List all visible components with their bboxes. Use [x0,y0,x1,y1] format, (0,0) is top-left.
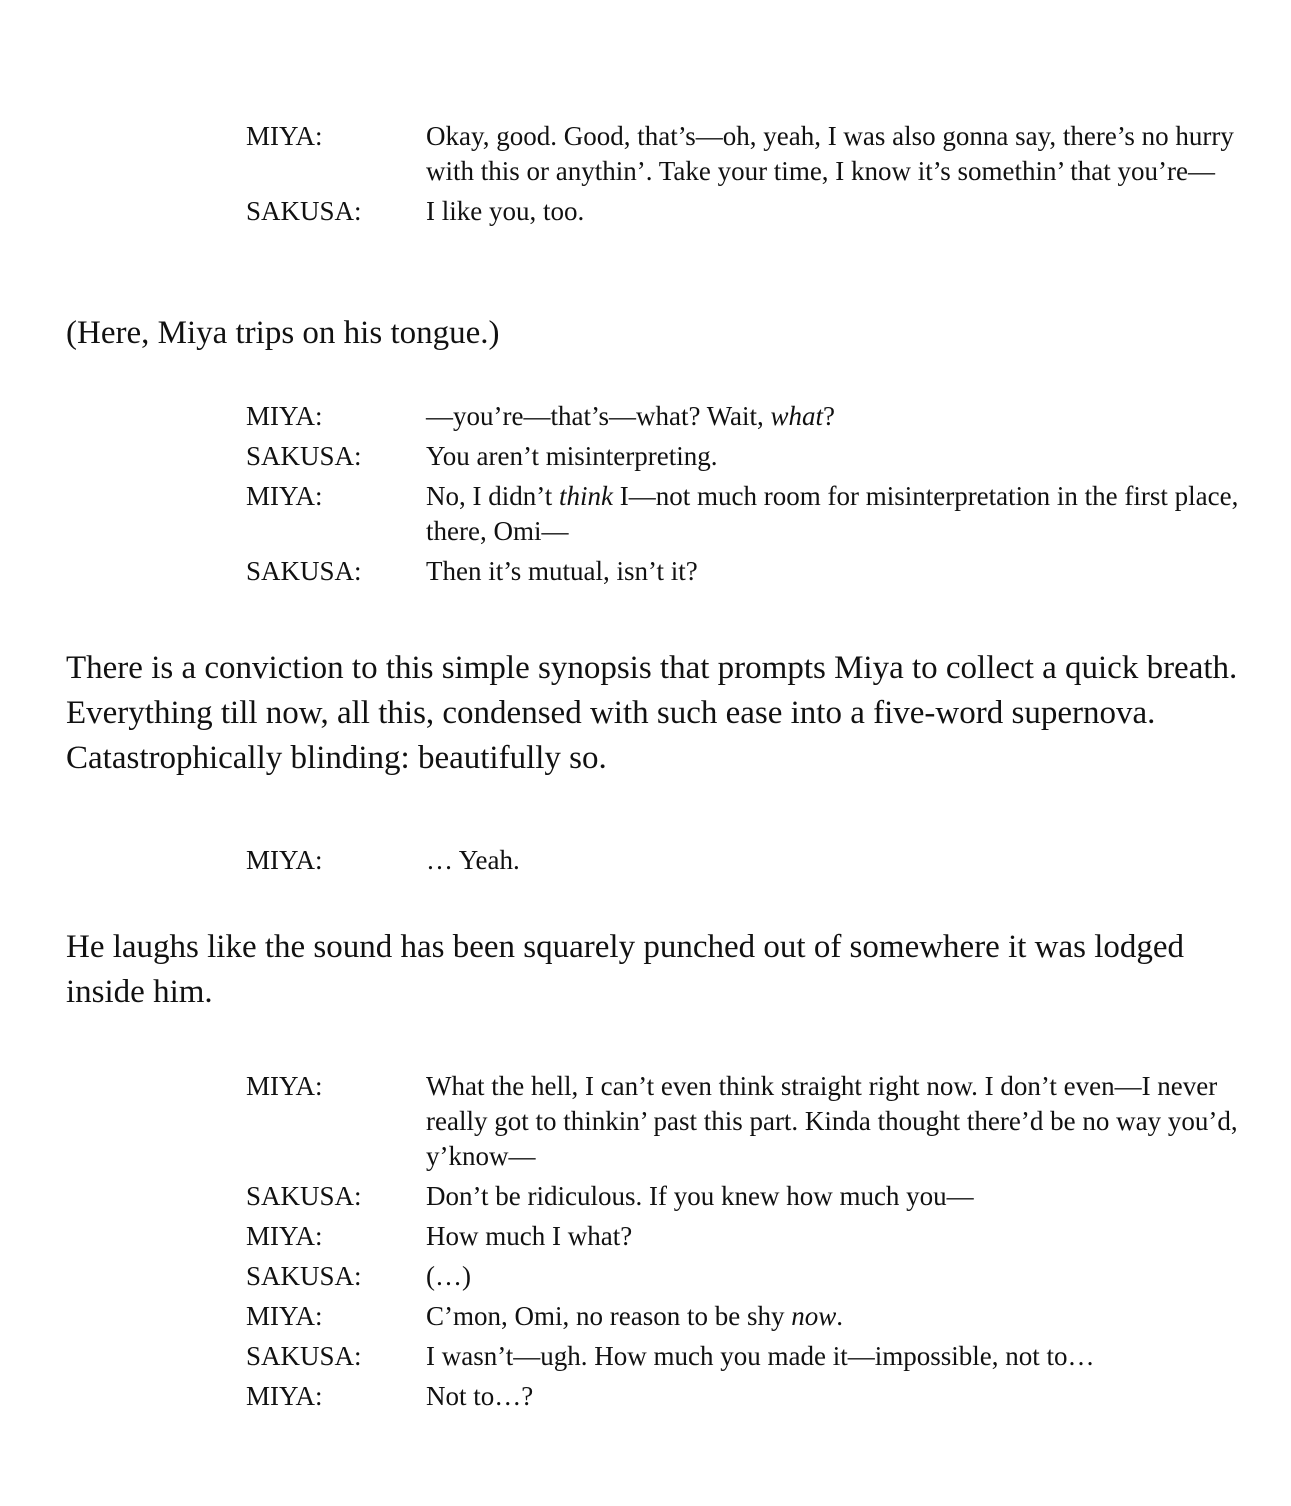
speech-text [426,399,1266,434]
speech-segment: —you’re—that’s—what? Wait, [426,401,771,431]
speech-text: What the hell, I can’t even think straight right now. I don’t even—I never really got to thinkin’ past this part. Kinda thought there’d be no way you’d, y’know— [426,1071,1238,1171]
speaker-label: SAKUSA: [246,556,362,586]
speaker-label: MIYA: [246,1071,323,1101]
speech-text: How much I what? [426,1221,633,1251]
speech-text [426,479,1266,549]
dialogue-line [246,1179,1266,1214]
speech-text: Don’t be ridiculous. If you knew how much you— [426,1181,974,1211]
speech-text: … Yeah. [426,845,520,875]
speech-segment: No, I didn’t [426,481,559,511]
speaker-label: MIYA: [246,1301,323,1331]
speech-segment: I—not much room for misinterpretation in the first place, there, Omi— [426,481,1239,546]
speech-text: Okay, good. Good, that’s—oh, yeah, I was also gonna say, there’s no hurry with this or anythin’. Take your time, I know it’s somethin’ that you’re— [426,121,1234,186]
speaker-label: SAKUSA: [246,1341,362,1371]
dialogue-line [246,1259,1266,1294]
speaker-label: SAKUSA: [246,196,362,226]
speaker-label: MIYA: [246,401,323,431]
speech-text: I wasn’t—ugh. How much you made it—impossible, not to… [426,1341,1095,1371]
speech-text: I like you, too. [426,196,585,226]
dialogue-block [246,1069,1266,1419]
speech-text: (…) [426,1261,471,1291]
speaker-label: MIYA: [246,121,323,151]
dialogue-line [246,554,1266,589]
speaker-label: SAKUSA: [246,1261,362,1291]
speech-segment: C’mon, Omi, no reason to be shy [426,1301,792,1331]
dialogue-block [246,399,1266,594]
dialogue-line [246,194,1266,229]
dialogue-line [246,843,1266,878]
dialogue-line [246,119,1266,189]
speech-text: Then it’s mutual, isn’t it? [426,556,698,586]
speech-text: You aren’t misinterpreting. [426,441,718,471]
speaker-label: MIYA: [246,481,323,511]
speaker-label: MIYA: [246,845,323,875]
dialogue-block [246,119,1266,234]
dialogue-line [246,1339,1266,1374]
speaker-label: SAKUSA: [246,441,362,471]
speaker-label: MIYA: [246,1221,323,1251]
dialogue-line [246,479,1266,549]
dialogue-line [246,1219,1266,1254]
narration-paragraph: He laughs like the sound has been squarely punched out of somewhere it was lodged inside him. [66,929,1185,1010]
dialogue-block [246,843,1266,883]
dialogue-line [246,399,1266,434]
narration-paragraph: There is a conviction to this simple synopsis that prompts Miya to collect a quick breath. Everything till now, all this, condensed with such ease into a five-word supernova. Catastrophically blinding: beautifully so. [66,650,1238,776]
narration-paragraph: (Here, Miya trips on his tongue.) [66,315,500,351]
speech-text [426,1299,1266,1334]
speech-text: Not to…? [426,1381,534,1411]
speech-emphasis: think [559,481,613,511]
speech-segment: ? [823,401,836,431]
dialogue-line [246,439,1266,474]
speech-emphasis: what [770,401,824,431]
speech-emphasis: now [791,1301,837,1331]
dialogue-line [246,1379,1266,1414]
dialogue-line [246,1299,1266,1334]
speech-segment: . [836,1301,843,1331]
speaker-label: MIYA: [246,1381,323,1411]
speaker-label: SAKUSA: [246,1181,362,1211]
dialogue-line [246,1069,1266,1174]
